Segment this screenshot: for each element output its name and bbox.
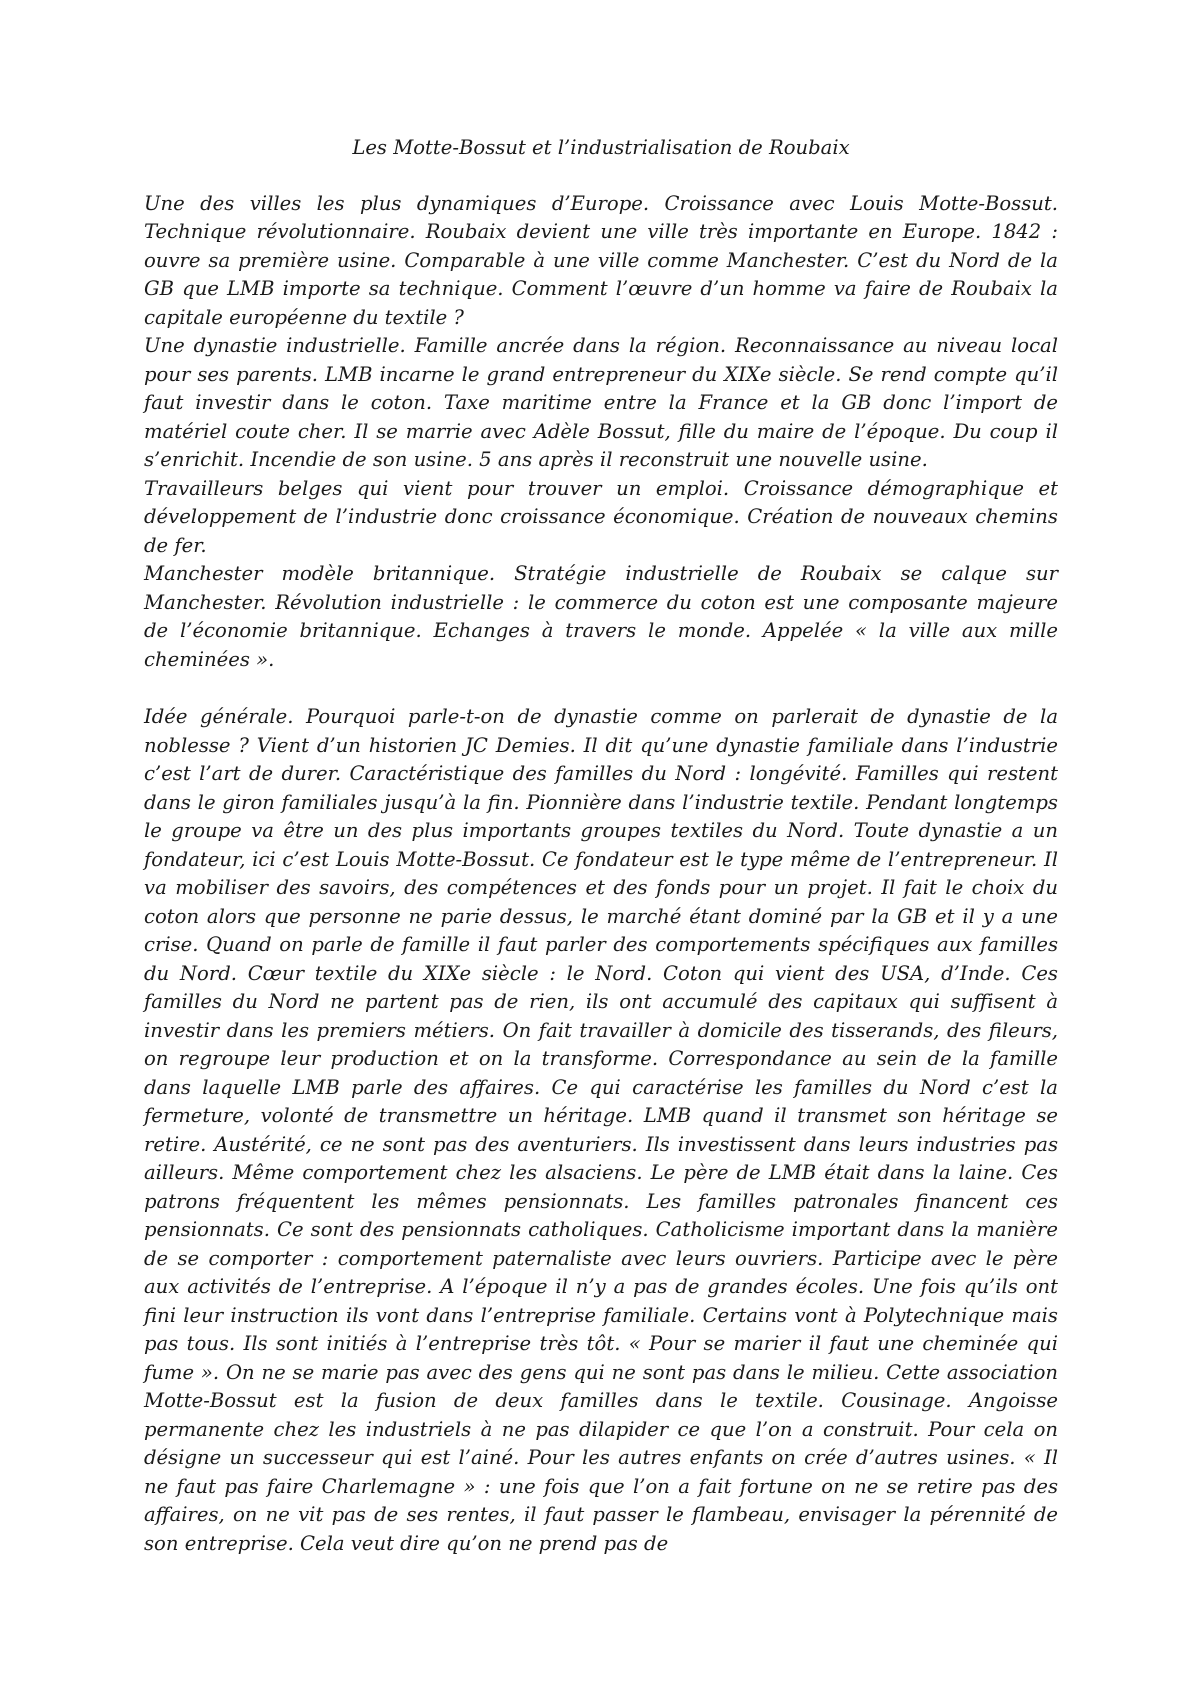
paragraph-intro: Une des villes les plus dynamiques d’Europe. Croissance avec Louis Motte-Bossut. Technique révolutionnaire. Roubaix devient une ville très importante en Europe. 1842 : ouvre sa première usine. Comparable à une ville comme Manchester. C’est du Nord de la GB que LMB importe sa technique. Comment l’œuvre d’un homme va faire de Roubaix la capitale européenne du textile ? xyxy=(144,191,1058,329)
paragraph-spacer xyxy=(144,674,1058,703)
paragraph-manchester: Manchester modèle britannique. Stratégie industrielle de Roubaix se calque sur Manchester. Révolution industrielle : le commerce du coton est une composante majeure de l’économie britannique. Echanges à travers le monde. Appelée « la ville aux mille cheminées ». xyxy=(144,562,1058,671)
document-body xyxy=(144,134,1058,1558)
paragraph-idee-generale: Idée générale. Pourquoi parle-t-on de dynastie comme on parlerait de dynastie de la noblesse ? Vient d’un historien JC Demies. Il dit qu’une dynastie familiale dans l’industrie c’est l’art de durer. Caractéristique des familles du Nord : longévité. Familles qui restent dans le giron familiales jusqu’à la fin. Pionnière dans l’industrie textile. Pendant longtemps le groupe va être un des plus importants groupes textiles du Nord. Toute dynastie a un fondateur, ici c’est Louis Motte-Bossut. Ce fondateur est le type même de l’entrepreneur. Il va mobiliser des savoirs, des compétences et des fonds pour un projet. Il fait le choix du coton alors que personne ne parie dessus, le marché étant dominé par la GB et il y a une crise. Quand on parle de famille il faut parler des comportements spécifiques aux familles du Nord. Cœur textile du XIXe siècle : le Nord. Coton qui vient des USA, d’Inde. Ces familles du Nord ne partent pas de rien, ils ont accumulé des capitaux qui suffisent à investir dans les premiers métiers. On fait travailler à domicile des tisserands, des fileurs, on regroupe leur production et on la transforme. Correspondance au sein de la famille dans laquelle LMB parle des affaires. Ce qui caractérise les familles du Nord c’est la fermeture, volonté de transmettre un héritage. LMB quand il transmet son héritage se retire. Austérité, ce ne sont pas des aventuriers. Ils investissent dans leurs industries pas ailleurs. Même comportement chez les alsaciens. Le père de LMB était dans la laine. Ces patrons fréquentent les mêmes pensionnats. Les familles patronales financent ces pensionnats. Ce sont des pensionnats catholiques. Catholicisme important dans la manière de se comporter : comportement paternaliste avec leurs ouvriers. Participe avec le père aux activités de l’entreprise. A l’époque il n’y a pas de grandes écoles. Une fois qu’ils ont fini leur instruction ils vont dans l’entreprise familiale. Certains vont à Polytechnique mais pas tous. Ils sont initiés à l’entreprise très tôt. « Pour se marier il faut une cheminée qui fume ». On ne se marie pas avec des gens qui ne sont pas dans le milieu. Cette association Motte-Bossut est la fusion de deux familles dans le textile. Cousinage. Angoisse permanente chez les industriels à ne pas dilapider ce que l’on a construit. Pour cela on désigne un successeur qui est l’ainé. Pour les autres enfants on crée d’autres usines. « Il ne faut pas faire Charlemagne » : une fois que l’on a fait fortune on ne se retire pas des affaires, on ne vit pas de ses rentes, il faut passer le flambeau, envisager la pérennité de son entreprise. Cela veut dire qu’on ne prend pas de xyxy=(144,705,1058,1555)
document-title: Les Motte-Bossut et l’industrialisation de Roubaix xyxy=(352,136,850,159)
paragraph-dynastie-industrielle: Une dynastie industrielle. Famille ancrée dans la région. Reconnaissance au niveau local pour ses parents. LMB incarne le grand entrepreneur du XIXe siècle. Se rend compte qu’il faut investir dans le coton. Taxe maritime entre la France et la GB donc l’import de matériel coute cher. Il se marrie avec Adèle Bossut, fille du maire de l’époque. Du coup il s’enrichit. Incendie de son usine. 5 ans après il reconstruit une nouvelle usine. xyxy=(144,334,1058,471)
paragraph-travailleurs-belges: Travailleurs belges qui vient pour trouver un emploi. Croissance démographique et développement de l’industrie donc croissance économique. Création de nouveaux chemins de fer. xyxy=(144,476,1058,557)
